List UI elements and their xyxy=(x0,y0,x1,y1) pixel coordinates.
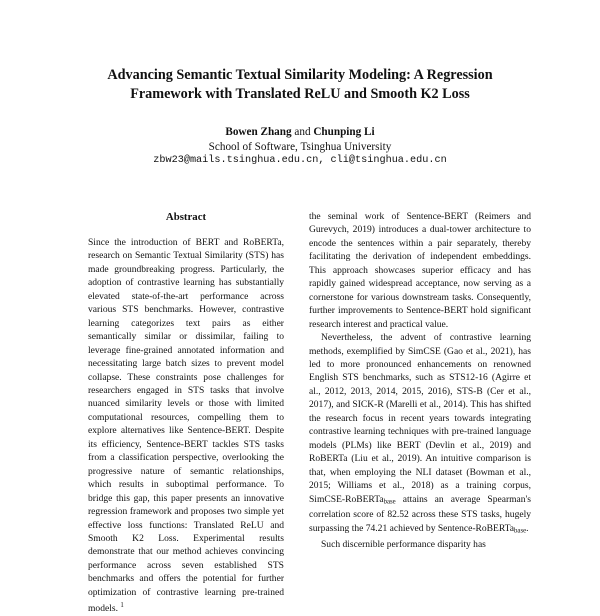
para2-text-end: . xyxy=(526,522,529,534)
author-emails: zbw23@mails.tsinghua.edu.cn, cli@tsinghua.edu.cn xyxy=(153,155,447,166)
body-paragraph-1: the seminal work of Sentence-BERT (Reimers and Gurevych, 2019) introduces a dual-tower architecture to encode the sentences within a pair separately, thereby facilitating the derivation of independent embeddings. This approach showcases superior efficacy and has rapidly gained widespread acceptance, now serving as a cornerstone for various downstream tasks. Consequently, further improvements to Sentence-BERT hold significant research interest and practical value. xyxy=(309,211,531,330)
title-line-2: Framework with Translated ReLU and Smooth K2 Loss xyxy=(130,86,470,102)
author-block xyxy=(0,125,600,169)
abstract-text xyxy=(88,236,284,616)
para2-subscript-1: base xyxy=(383,498,396,506)
footnote-marker: 1 xyxy=(120,602,124,610)
abstract-body: Since the introduction of BERT and RoBERTa, research on Semantic Textual Similarity (STS) has made groundbreaking progress. Particularly, the adoption of contrastive learning has substantially elevated state-of-the-art performance across various STS benchmarks. However, contrastive learning categorizes text pairs as either semantically similar or dissimilar, failing to leverage fine-grained annotated information and necessitating large batch sizes to prevent model collapse. These constraints pose challenges for researchers engaged in STS tasks that involve nuanced similarity levels or those with limited computational resources, compelling them to explore alternatives like Sentence-BERT. Despite its efficiency, Sentence-BERT tackles STS tasks from a classification perspective, overlooking the progressive nature of semantic relationships, which results in suboptimal performance. To bridge this gap, this paper presents an innovative regression framework and proposes two simple yet effective loss functions: Translated ReLU and Smooth K2 Loss. Experimental results demonstrate that our method achieves convincing performance across seven established STS benchmarks and offers the potential for further optimization of contrastive learning pre-trained models. xyxy=(88,237,284,615)
author-1: Bowen Zhang xyxy=(225,126,292,138)
abstract-column xyxy=(88,236,284,616)
author-conjunction: and xyxy=(294,126,311,138)
abstract-heading: Abstract xyxy=(165,211,207,223)
para2-text-a: Nevertheless, the advent of contrastive learning methods, exemplified by SimCSE (Gao et al., 2021), has led to more pronounced enhancements on renowned English STS benchmarks, such as STS12-16 (Agirre et al., 2012, 2013, 2014, 2015, 2016), STS-B (Cer et al., 2017), and SICK-R (Marelli et al., 2014). This has shifted the research focus in recent years towards integrating contrastive learning techniques with pre-trained language models (PLMs) like BERT (Devlin et al., 2019) and RoBERTa (Liu et al., 2019). An intuitive comparison is that, when employing the NLI dataset (Bowman et al., 2015; Williams et al., 2018) as a training corpus, SimCSE-RoBERTa xyxy=(309,332,531,505)
paper-title xyxy=(60,66,540,104)
para2-text-b: attains an average Spearman's correlation score of 82.52 across these STS tasks, hugely surpassing the 74.21 achieved by Sentence-RoBERTa xyxy=(309,493,531,534)
body-paragraph-3: Such discernible performance disparity has xyxy=(321,538,486,550)
para2-subscript-2: base xyxy=(514,527,527,535)
author-2: Chunping Li xyxy=(313,126,375,138)
affiliation: School of Software, Tsinghua University xyxy=(208,140,392,153)
author-names xyxy=(0,125,600,140)
body-paragraph-2 xyxy=(309,331,531,538)
title-line-1: Advancing Semantic Textual Similarity Modeling: A Regression xyxy=(107,67,493,83)
body-right-column xyxy=(309,210,531,551)
